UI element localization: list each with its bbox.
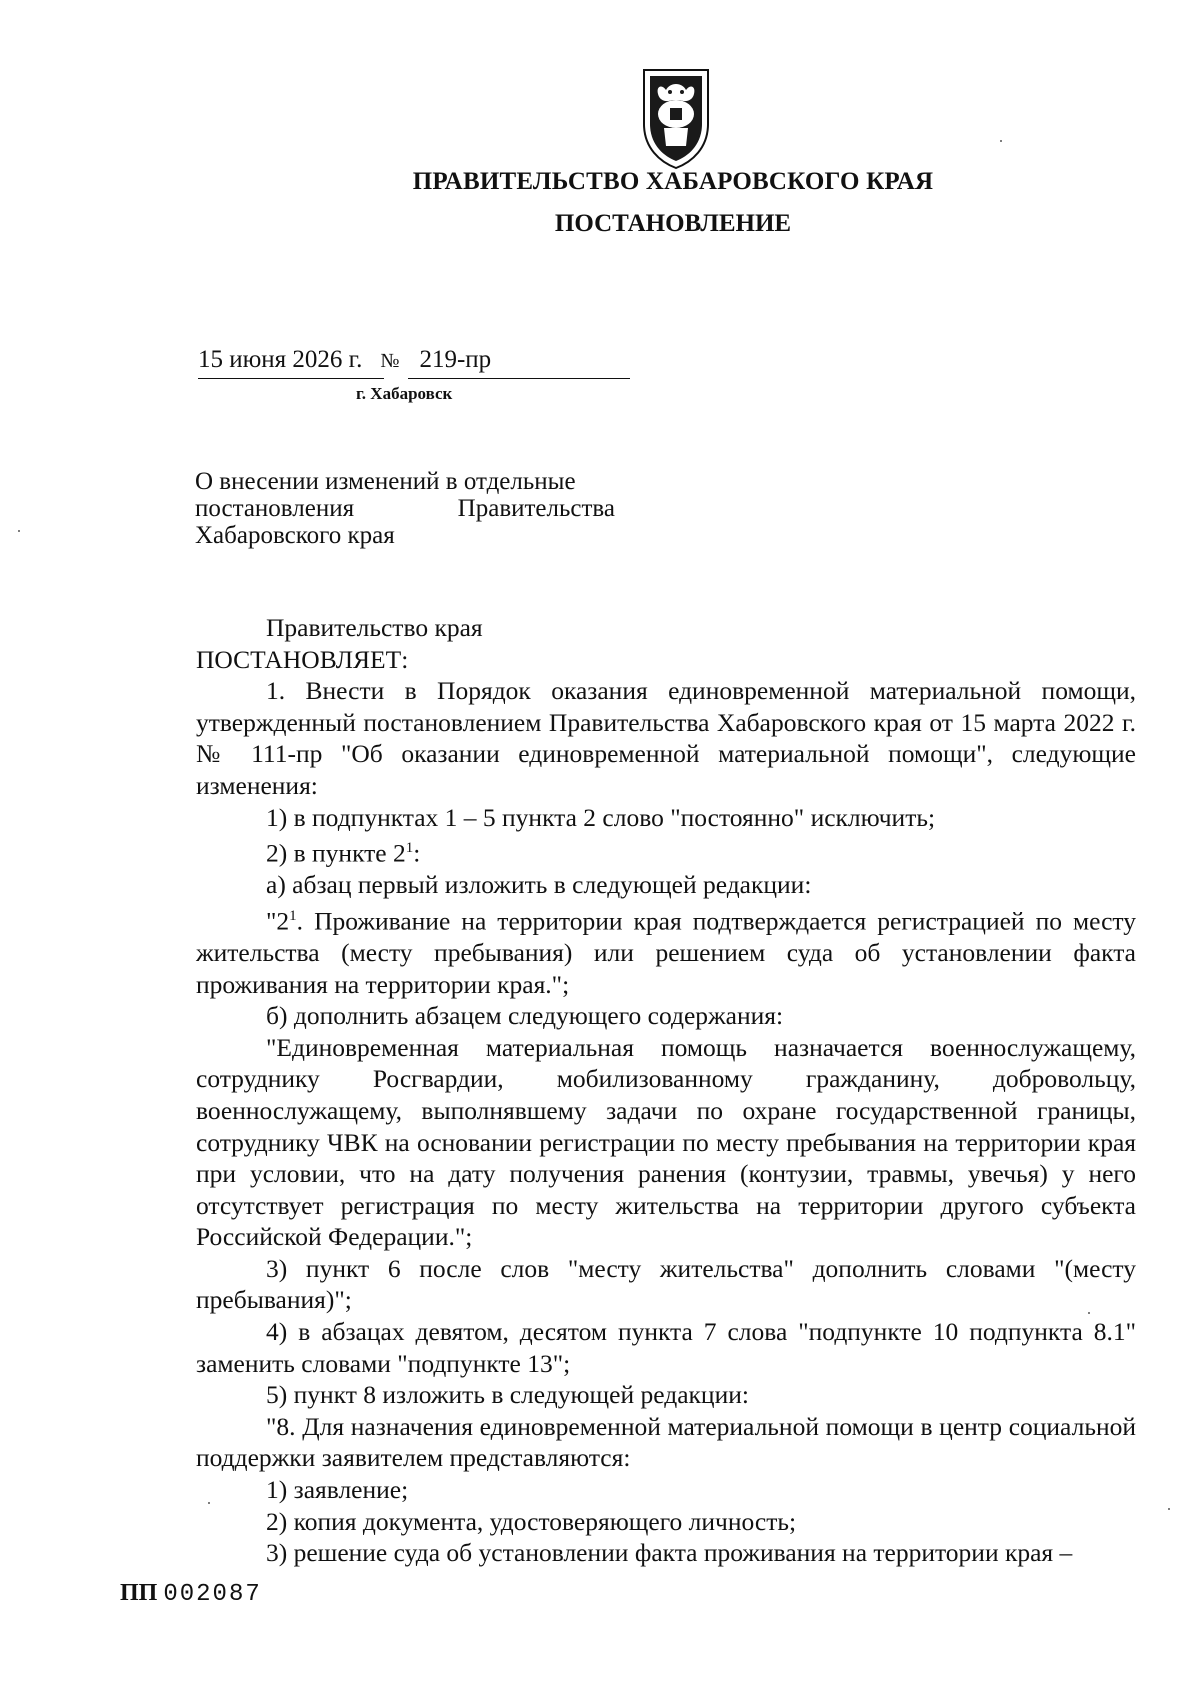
document-number: 219-пр [419, 346, 492, 373]
body-paragraph: ПОСТАНОВЛЯЕТ: [196, 644, 409, 674]
scan-speck [208, 1502, 210, 1504]
text-run: "2 [266, 906, 290, 936]
body-paragraph: 4) в абзацах девятом, десятом пункта 7 слова "подпункте 10 подпункта 8.1" заменить словами "подпункте 13"; [196, 1317, 1136, 1378]
document-date: 15 июня 2026 г. [198, 346, 363, 373]
footer-serial [120, 1580, 262, 1608]
government-title: ПРАВИТЕЛЬСТВО ХАБАРОВСКОГО КРАЯ [412, 168, 934, 195]
subject-line-3: Хабаровского края [195, 522, 395, 549]
body-paragraph: "Единовременная материальная помощь назначается военнослужащему, сотруднику Росгвардии, мобилизованному гражданину, добровольцу, военнослужащему, выполнявшему задачи по охране государственной границы, сотруднику ЧВК на основании регистрации по месту пребывания на территории края при условии, что на дату получения ранения (контузии, травмы, увечья) у него отсутствует регистрация по месту жительства на территории другого субъекта Российской Федерации."; [196, 1032, 1136, 1252]
superscript: 1 [405, 840, 414, 857]
subject-line-2b: Правительства [457, 495, 615, 522]
body-paragraph: 3) пункт 6 после слов "месту жительства" дополнить словами "(месту пребывания)"; [196, 1253, 1136, 1315]
scan-speck [1088, 1312, 1090, 1314]
document-type: ПОСТАНОВЛЕНИЕ [554, 210, 792, 237]
subject-line-1: О внесении изменений в отдельные [195, 468, 576, 495]
body-paragraph: 3) решение суда об установлении факта проживания на территории края – [266, 1538, 1073, 1568]
footer-serial-number: 002087 [163, 1581, 262, 1608]
scan-speck [1168, 1508, 1170, 1510]
subject-line-2 [195, 495, 615, 522]
number-sign: № [380, 350, 400, 372]
text-run: . Проживание на территории края подтверждается регистрацией по месту жительства (месту пребывания) или решением суда об установлении факта проживания на территории края."; [196, 906, 1136, 999]
body-paragraph: 1) заявление; [266, 1475, 409, 1505]
body-paragraph: "8. Для назначения единовременной материальной помощи в центр социальной поддержки заявителем представляются: [196, 1411, 1136, 1473]
coat-of-arms-icon [634, 62, 718, 170]
date-number-line [198, 346, 491, 374]
superscript: 1 [289, 907, 297, 924]
city: г. Хабаровск [356, 384, 453, 403]
body-paragraph: б) дополнить абзацем следующего содержания: [266, 1001, 784, 1031]
body-paragraph [196, 901, 1136, 1000]
body-paragraph: Правительство края [266, 613, 483, 642]
number-underline [408, 378, 630, 379]
text-run: 2) в пункте 2 [266, 838, 406, 868]
subject-block [195, 468, 615, 549]
body-paragraph: 5) пункт 8 изложить в следующей редакции: [266, 1380, 749, 1410]
date-underline [198, 378, 384, 379]
scan-speck [18, 530, 20, 532]
scan-speck [1000, 140, 1002, 142]
text-run: : [413, 838, 421, 868]
footer-prefix: ПП [120, 1580, 158, 1606]
body-paragraph: 1. Внести в Порядок оказания единовременной материальной помощи, утвержденный постановлением Правительства Хабаровского края от 15 марта 2022 г. № 111-пр "Об оказании единовременной материальной помощи", следующие изменения: [196, 676, 1136, 800]
body-paragraph: 2) копия документа, удостоверяющего личность; [266, 1506, 797, 1536]
body-paragraph [196, 833, 1136, 869]
body-paragraph: а) абзац первый изложить в следующей редакции: [266, 870, 812, 900]
body-paragraph: 1) в подпунктах 1 – 5 пункта 2 слово "постоянно" исключить; [266, 802, 936, 832]
subject-line-2a: постановления [195, 495, 355, 522]
document-body [196, 612, 1136, 1569]
